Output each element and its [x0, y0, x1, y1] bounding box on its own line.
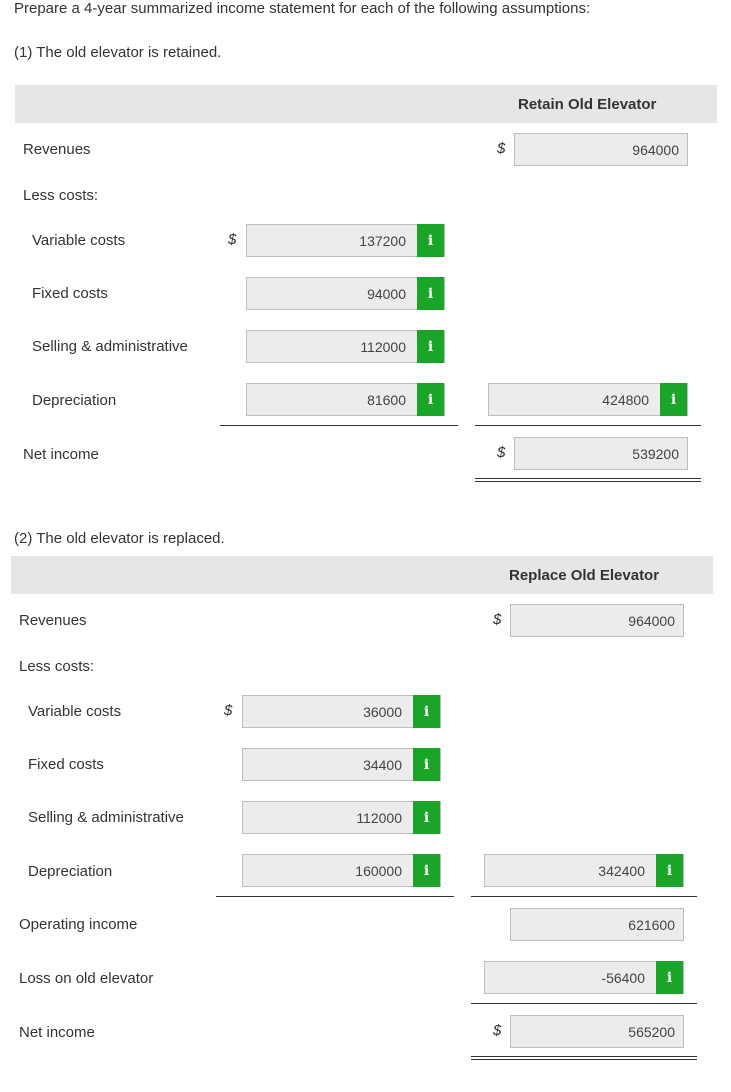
s2-net-income-dollar: $	[493, 1022, 502, 1039]
info-icon[interactable]: i	[417, 277, 444, 310]
info-icon[interactable]: i	[413, 801, 440, 834]
s1-depreciation-label: Depreciation	[32, 392, 117, 409]
s2-depreciation-input[interactable]	[242, 854, 441, 887]
s2-loss-old-elevator-value: -56400	[601, 969, 645, 986]
section2-column-header: Replace Old Elevator	[509, 567, 660, 584]
s1-selling-admin-label: Selling & administrative	[32, 338, 188, 355]
s2-net-income-double-underline	[471, 1056, 697, 1060]
info-icon[interactable]: i	[656, 854, 683, 887]
s1-revenues-dollar: $	[497, 140, 506, 157]
s2-variable-costs-label: Variable costs	[28, 703, 122, 720]
s1-variable-costs-label: Variable costs	[32, 232, 126, 249]
s1-net-income-input[interactable]: 539200	[514, 437, 688, 470]
s2-selling-admin-input[interactable]	[242, 801, 441, 834]
s1-total-costs-value: 424800	[602, 391, 649, 408]
info-icon[interactable]: i	[413, 854, 440, 887]
s2-operating-income-label: Operating income	[19, 916, 138, 933]
s2-variable-dollar: $	[224, 702, 233, 719]
s1-revenues-input[interactable]: 964000	[514, 133, 688, 166]
s2-loss-old-elevator-label: Loss on old elevator	[19, 970, 154, 987]
s1-total-underline	[475, 425, 701, 426]
s2-less-costs-label: Less costs:	[19, 658, 95, 675]
s2-revenues-label: Revenues	[19, 612, 87, 629]
s2-revenues-dollar: $	[493, 611, 502, 628]
s2-operating-income-input[interactable]: 621600	[510, 908, 684, 941]
s2-revenues-input[interactable]: 964000	[510, 604, 684, 637]
s1-net-income-label: Net income	[23, 446, 99, 463]
s1-less-costs-label: Less costs:	[23, 187, 99, 204]
s1-fixed-costs-input[interactable]	[246, 277, 445, 310]
s2-depreciation-value: 160000	[355, 862, 402, 879]
section1-column-header: Retain Old Elevator	[518, 96, 657, 113]
s2-net-income-label: Net income	[19, 1024, 95, 1041]
s2-fixed-costs-input[interactable]	[242, 748, 441, 781]
s1-revenues-label: Revenues	[23, 141, 91, 158]
s1-depreciation-input[interactable]	[246, 383, 445, 416]
info-icon[interactable]: i	[413, 748, 440, 781]
s1-fixed-costs-value: 94000	[367, 285, 406, 302]
s2-total-costs-input[interactable]	[484, 854, 684, 887]
s2-fixed-costs-value: 34400	[363, 756, 402, 773]
s2-net-income-input[interactable]: 565200	[510, 1015, 684, 1048]
s1-selling-admin-input[interactable]	[246, 330, 445, 363]
instruction-text: Prepare a 4-year summarized income statement for each of the following assumptions:	[14, 0, 591, 17]
s2-costs-underline	[216, 896, 454, 897]
s1-variable-costs-value: 137200	[359, 232, 406, 249]
s2-depreciation-label: Depreciation	[28, 863, 113, 880]
s2-loss-old-elevator-input[interactable]	[484, 961, 684, 994]
s1-net-income-dollar: $	[497, 444, 506, 461]
s2-selling-admin-value: 112000	[356, 809, 402, 826]
s1-net-income-double-underline	[475, 478, 701, 482]
s2-selling-admin-label: Selling & administrative	[28, 809, 184, 826]
info-icon[interactable]: i	[660, 383, 687, 416]
s1-depreciation-value: 81600	[367, 391, 406, 408]
s1-costs-underline	[220, 425, 458, 426]
s2-total-costs-value: 342400	[598, 862, 645, 879]
info-icon[interactable]: i	[417, 330, 444, 363]
s2-variable-costs-value: 36000	[363, 703, 402, 720]
s2-loss-underline	[471, 1003, 697, 1004]
s1-fixed-costs-label: Fixed costs	[32, 285, 108, 302]
s1-selling-admin-value: 112000	[360, 338, 406, 355]
s2-variable-costs-input[interactable]	[242, 695, 441, 728]
info-icon[interactable]: i	[413, 695, 440, 728]
s1-variable-costs-input[interactable]	[246, 224, 445, 257]
info-icon[interactable]: i	[417, 224, 444, 257]
info-icon[interactable]: i	[417, 383, 444, 416]
section2-title: (2) The old elevator is replaced.	[14, 530, 225, 547]
s2-fixed-costs-label: Fixed costs	[28, 756, 104, 773]
info-icon[interactable]: i	[656, 961, 683, 994]
section1-title: (1) The old elevator is retained.	[14, 44, 222, 61]
s1-variable-dollar: $	[228, 231, 237, 248]
s2-total-underline	[471, 896, 697, 897]
s1-total-costs-input[interactable]	[488, 383, 688, 416]
